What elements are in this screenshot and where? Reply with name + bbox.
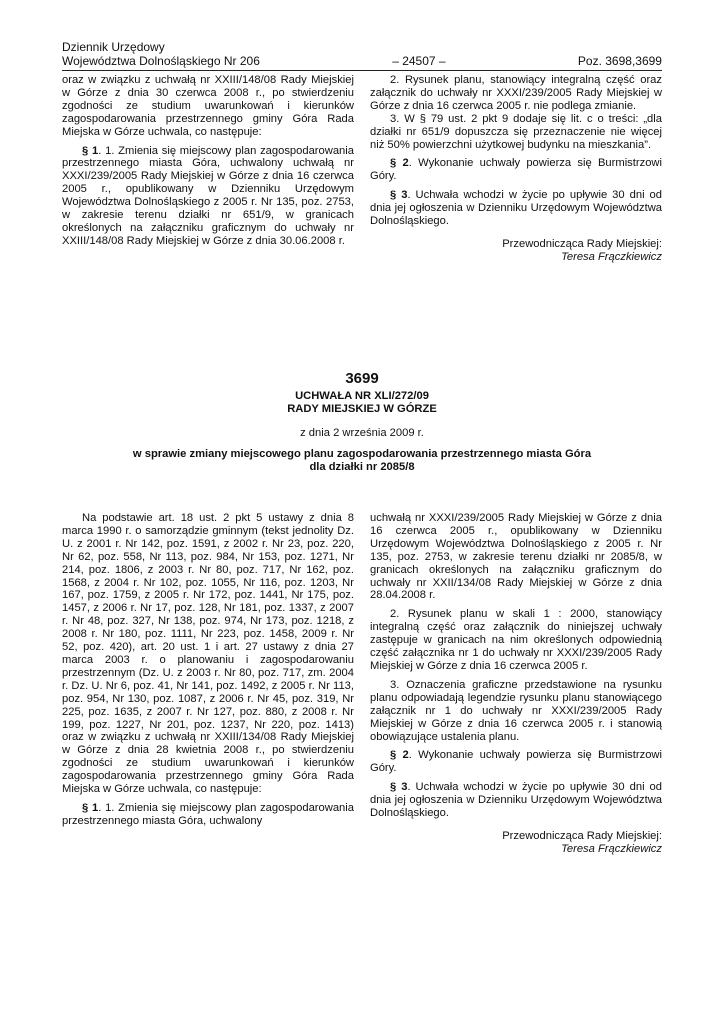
doc2-par1-p2: 2. Rysunek planu w skali 1 : 2000, stanowiący integralną część oraz załącznik do niniejszej uchwały zastępuje w granicach na nim określonych odpowiednią część załącznika nr 1 do uchwały nr XXXI/239/2005 Rady Miejskiej w Górze z dnia 16 czerwca 2005 r. <box>370 608 662 672</box>
doc2-par1-p3: 3. Oznaczenia graficzne przedstawione na rysunku planu odpowiadają legendzie rysunku planu stanowiącego załącznik nr 1 do uchwały nr XXXI/239/2005 Rady Miejskiej w Górze z dnia 16 czerwca 2005 r. i stanowią obowiązujące ustalenia planu. <box>370 678 662 743</box>
doc2-number: 3699 <box>345 370 379 387</box>
doc1-sign-role: Przewodnicząca Rady Miejskiej: <box>502 237 662 250</box>
doc2-par3-text: . Uchwała wchodzi w życie po upływie 30 dni od dnia jej ogłoszenia w Dzienniku Urzędowym Województwa Dolnośląskiego. <box>370 781 662 820</box>
header-rule <box>62 70 662 71</box>
journal-title: Dziennik Urzędowy <box>62 40 165 54</box>
doc1-sign-name: Teresa Frączkiewicz <box>561 250 662 263</box>
doc1-intro: oraz w związku z uchwałą nr XXIII/148/08 Rady Miejskiej w Górze z dnia 30 czerwca 2008 r., po stwierdzeniu zgodności ze studium uwarunkowań i kierunków zagospodarowania przestrzennego gminy Góra Rada Miejska w Górze uchwala, co następuje: <box>62 74 354 138</box>
doc2-par2 <box>370 749 662 775</box>
doc2-par1 <box>62 802 354 828</box>
header-row <box>62 54 662 68</box>
doc2-right-column <box>370 512 662 856</box>
doc1-par1-p3: 3. W § 79 ust. 2 pkt 9 dodaje się lit. c o treści: „dla działki nr 651/9 dopuszcza się przeznaczenie nie więcej niż 50% powierzchni użytkowej budynku na mieszkania”. <box>370 112 662 151</box>
doc1-signature <box>370 238 662 264</box>
doc2-legal-basis: Na podstawie art. 18 ust. 2 pkt 5 ustawy z dnia 8 marca 1990 r. o samorządzie gminnym (tekst jednolity Dz. U. z 2001 r. Nr 142, poz. 1591, z 2002 r. Nr 23, poz. 220, Nr 62, poz. 558, Nr 113, poz. 984, Nr 153, poz. 1271, Nr 214, poz. 1806, z 2003 r. Nr 80, poz. 717, Nr 162, poz. 1568, z 2004 r. Nr 102, poz. 1055, Nr 116, poz. 1203, Nr 167, poz. 1759, z 2005 r. Nr 172, poz. 1441, Nr 175, poz. 1457, z 2006 r. Nr 17, poz. 128, Nr 181, poz. 1337, z 2007 r. Nr 48, poz. 327, Nr 138, poz. 974, Nr 173, poz. 1218, z 2008 r. Nr 180, poz. 1111, Nr 223, poz. 1458, 2009 r. Nr 52, poz. 420), art. 20 ust. 1 i art. 27 ustawy z dnia 27 marca 2003 r. o planowaniu i zagospodarowaniu przestrzennym (Dz. U. z 2003 r. Nr 80, poz. 717, zm. 2004 r. Dz. U. Nr 6, poz. 41, Nr 141, poz. 1492, z 2005 r. Nr 113, poz. 954, Nr 130, poz. 1087, z 2006 r. Nr 45, poz. 319, Nr 225, poz. 1635, z 2007 r. Nr 127, poz. 880, z 2008 r. Nr 199, poz. 1227, Nr 201, poz. 1237, Nr 220, poz. 1413) oraz w związku z uchwałą nr XXIII/134/08 Rady Miejskiej w Górze z dnia 28 kwietnia 2008 r., po stwierdzeniu zgodności ze studium uwarunkowań i kierunków zagospodarowania przestrzennego gminy Góra Rada Miejska w Górze uchwala, co następuje: <box>62 512 354 796</box>
doc1-par2-text: . Wykonanie uchwały powierza się Burmistrzowi Góry. <box>370 157 662 183</box>
doc2-par1-continued: uchwałą nr XXXI/239/2005 Rady Miejskiej w Górze z dnia 16 czerwca 2005 r., opublikowany w Dzienniku Urzędowym Województwa Dolnośląskiego z 2005 r. Nr 135, poz. 2753, w zakresie terenu działki nr 2085/8, w granicach określonych na załączniku graficznym do uchwały nr XXII/134/08 Rady Miejskiej w Górze z dnia 28.04.2008 r. <box>370 512 662 602</box>
doc1-par3-mark: § 3 <box>390 189 408 202</box>
doc2-par1-text: . 1. Zmienia się miejscowy plan zagospodarowania przestrzennego miasta Góra, uchwalony <box>62 801 354 827</box>
publication-name: Województwa Dolnośląskiego Nr 206 <box>62 54 260 68</box>
page-number: – 24507 – <box>392 54 446 68</box>
doc2-title-line1: UCHWAŁA NR XLI/272/09 <box>295 390 429 402</box>
doc2-subject-line2: dla działki nr 2085/8 <box>309 461 415 473</box>
doc2-par3 <box>370 781 662 820</box>
doc2-signature <box>370 830 662 856</box>
doc1-par1-text: . 1. Zmienia się miejscowy plan zagospodarowania przestrzennego miasta Góra, uchwalony uchwałą nr XXXI/239/2005 Rady Miejskiej w Górze z dnia 16 czerwca 2005 r., opublikowany w Dzienniku Urzędowym Województwa Dolnośląskiego z 2005 r. Nr 135, poz. 2753, w zakresie terenu działki nr 651/9, w granicach określonych na załączniku graficznym do uchwały nr XXIII/148/08 Rady Miejskiej w Górze z dnia 30.06.2008 r. <box>62 144 354 247</box>
doc2-date: z dnia 2 września 2009 r. <box>300 427 424 439</box>
doc2-sign-name: Teresa Frączkiewicz <box>561 842 662 855</box>
doc2-par1-mark: § 1 <box>82 801 99 814</box>
doc2-par3-mark: § 3 <box>390 781 408 794</box>
doc1-left-column <box>62 74 354 254</box>
doc2-par2-text: . Wykonanie uchwały powierza się Burmistrzowi Góry. <box>370 749 662 775</box>
doc1-par3-text: . Uchwała wchodzi w życie po upływie 30 dni od dnia jej ogłoszenia w Dzienniku Urzędowym Województwa Dolnośląskiego. <box>370 189 662 228</box>
page-header <box>62 40 662 68</box>
doc2-heading <box>62 372 662 474</box>
doc1-par2 <box>370 157 662 183</box>
doc1-par2-mark: § 2 <box>390 157 409 170</box>
doc2-left-column <box>62 512 354 828</box>
doc1-right-column <box>370 74 662 264</box>
doc1-par3 <box>370 189 662 228</box>
position-number: Poz. 3698,3699 <box>577 54 662 68</box>
doc2-subject-line1: w sprawie zmiany miejscowego planu zagospodarowania przestrzennego miasta Góra <box>132 448 592 460</box>
doc1-par1-p2: 2. Rysunek planu, stanowiący integralną część oraz załącznik do uchwały nr XXXI/239/2005 Rady Miejskiej w Górze z dnia 16 czerwca 2005 r. nie podlega zmianie. <box>370 74 662 112</box>
doc2-sign-role: Przewodnicząca Rady Miejskiej: <box>502 829 662 842</box>
doc1-par1-mark: § 1 <box>82 144 99 157</box>
doc1-par1 <box>62 145 354 248</box>
doc2-par2-mark: § 2 <box>390 749 409 762</box>
doc2-title-line2: RADY MIEJSKIEJ W GÓRZE <box>287 403 437 415</box>
